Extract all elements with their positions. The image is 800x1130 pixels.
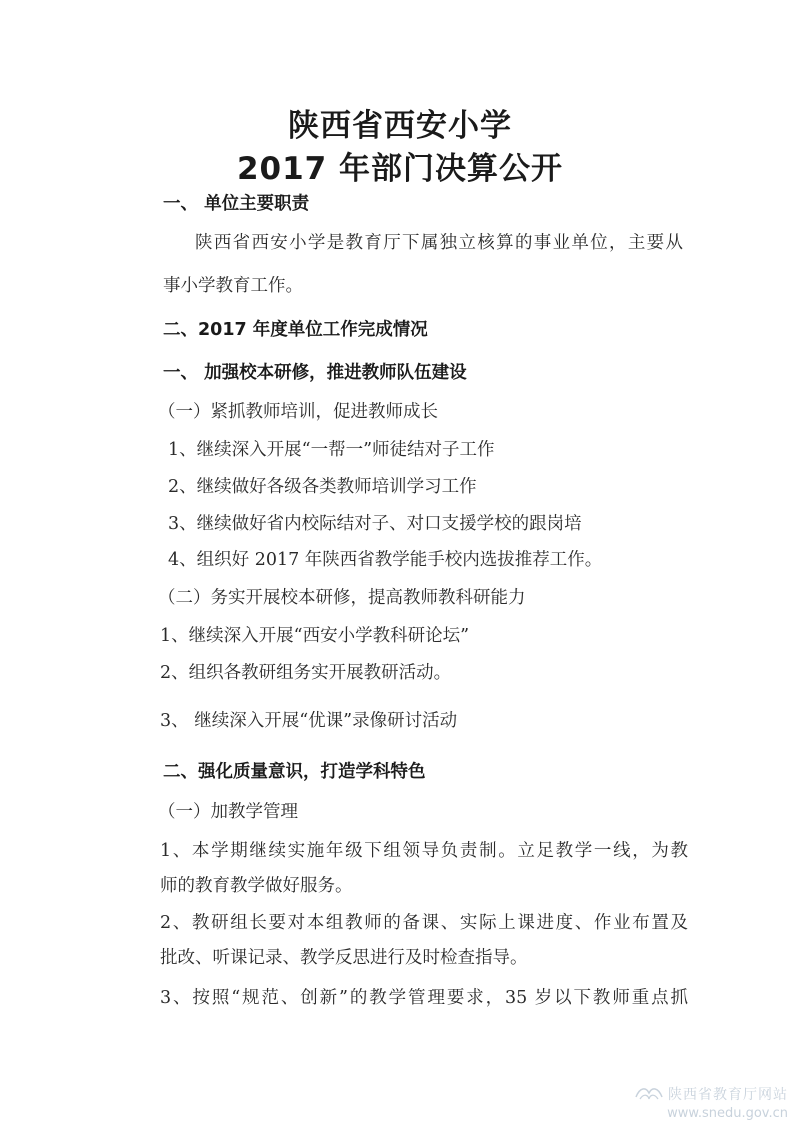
list-item: 2、继续做好各级各类教师培训学习工作 [168, 477, 477, 497]
section-heading-duties: 一、 单位主要职责 [163, 194, 310, 214]
paragraph-line: 2、教研组长要对本组教师的备课、实际上课进度、作业布置及 [160, 913, 688, 933]
paragraph-line: 师的教育教学做好服务。 [160, 876, 353, 896]
document-title-line-1: 陕西省西安小学 [288, 108, 512, 144]
watermark [634, 1083, 788, 1122]
watermark-logo-icon [634, 1083, 664, 1106]
list-heading: （二）务实开展校本研修，提高教师教科研能力 [158, 588, 526, 608]
list-heading: （一）加教学管理 [158, 802, 298, 822]
document-title-line-2: 2017 年部门决算公开 [236, 151, 564, 187]
paragraph-line: 陕西省西安小学是教育厅下属独立核算的事业单位，主要从 [195, 233, 683, 253]
list-item: 2、组织各教研组务实开展教研活动。 [160, 663, 452, 683]
list-item: 1、继续深入开展“一帮一”师徒结对子工作 [168, 440, 495, 460]
paragraph-line: 批改、听课记录、教学反思进行及时检查指导。 [160, 948, 528, 968]
section-heading-work: 二、2017 年度单位工作完成情况 [163, 320, 428, 340]
paragraph-line: 事小学教育工作。 [163, 276, 303, 296]
watermark-site-name: 陕西省教育厅网站 [668, 1087, 788, 1103]
list-item: 4、组织好 2017 年陕西省教学能手校内选拔推荐工作。 [168, 550, 603, 570]
paragraph-line: 1、本学期继续实施年级下组领导负责制。立足教学一线，为教 [160, 841, 688, 861]
list-item: 1、继续深入开展“西安小学教科研论坛” [160, 626, 470, 646]
list-heading: （一）紧抓教师培训，促进教师成长 [158, 402, 438, 422]
list-item: 3、 继续深入开展“优课”录像研讨活动 [160, 711, 458, 731]
section-heading-quality: 二、强化质量意识，打造学科特色 [163, 762, 426, 782]
watermark-url: www.snedu.gov.cn [667, 1106, 788, 1121]
paragraph-line: 3、按照“规范、创新”的教学管理要求，35 岁以下教师重点抓 [160, 988, 688, 1008]
subsection-heading: 一、 加强校本研修，推进教师队伍建设 [163, 363, 467, 383]
list-item: 3、继续做好省内校际结对子、对口支援学校的跟岗培 [168, 514, 582, 534]
